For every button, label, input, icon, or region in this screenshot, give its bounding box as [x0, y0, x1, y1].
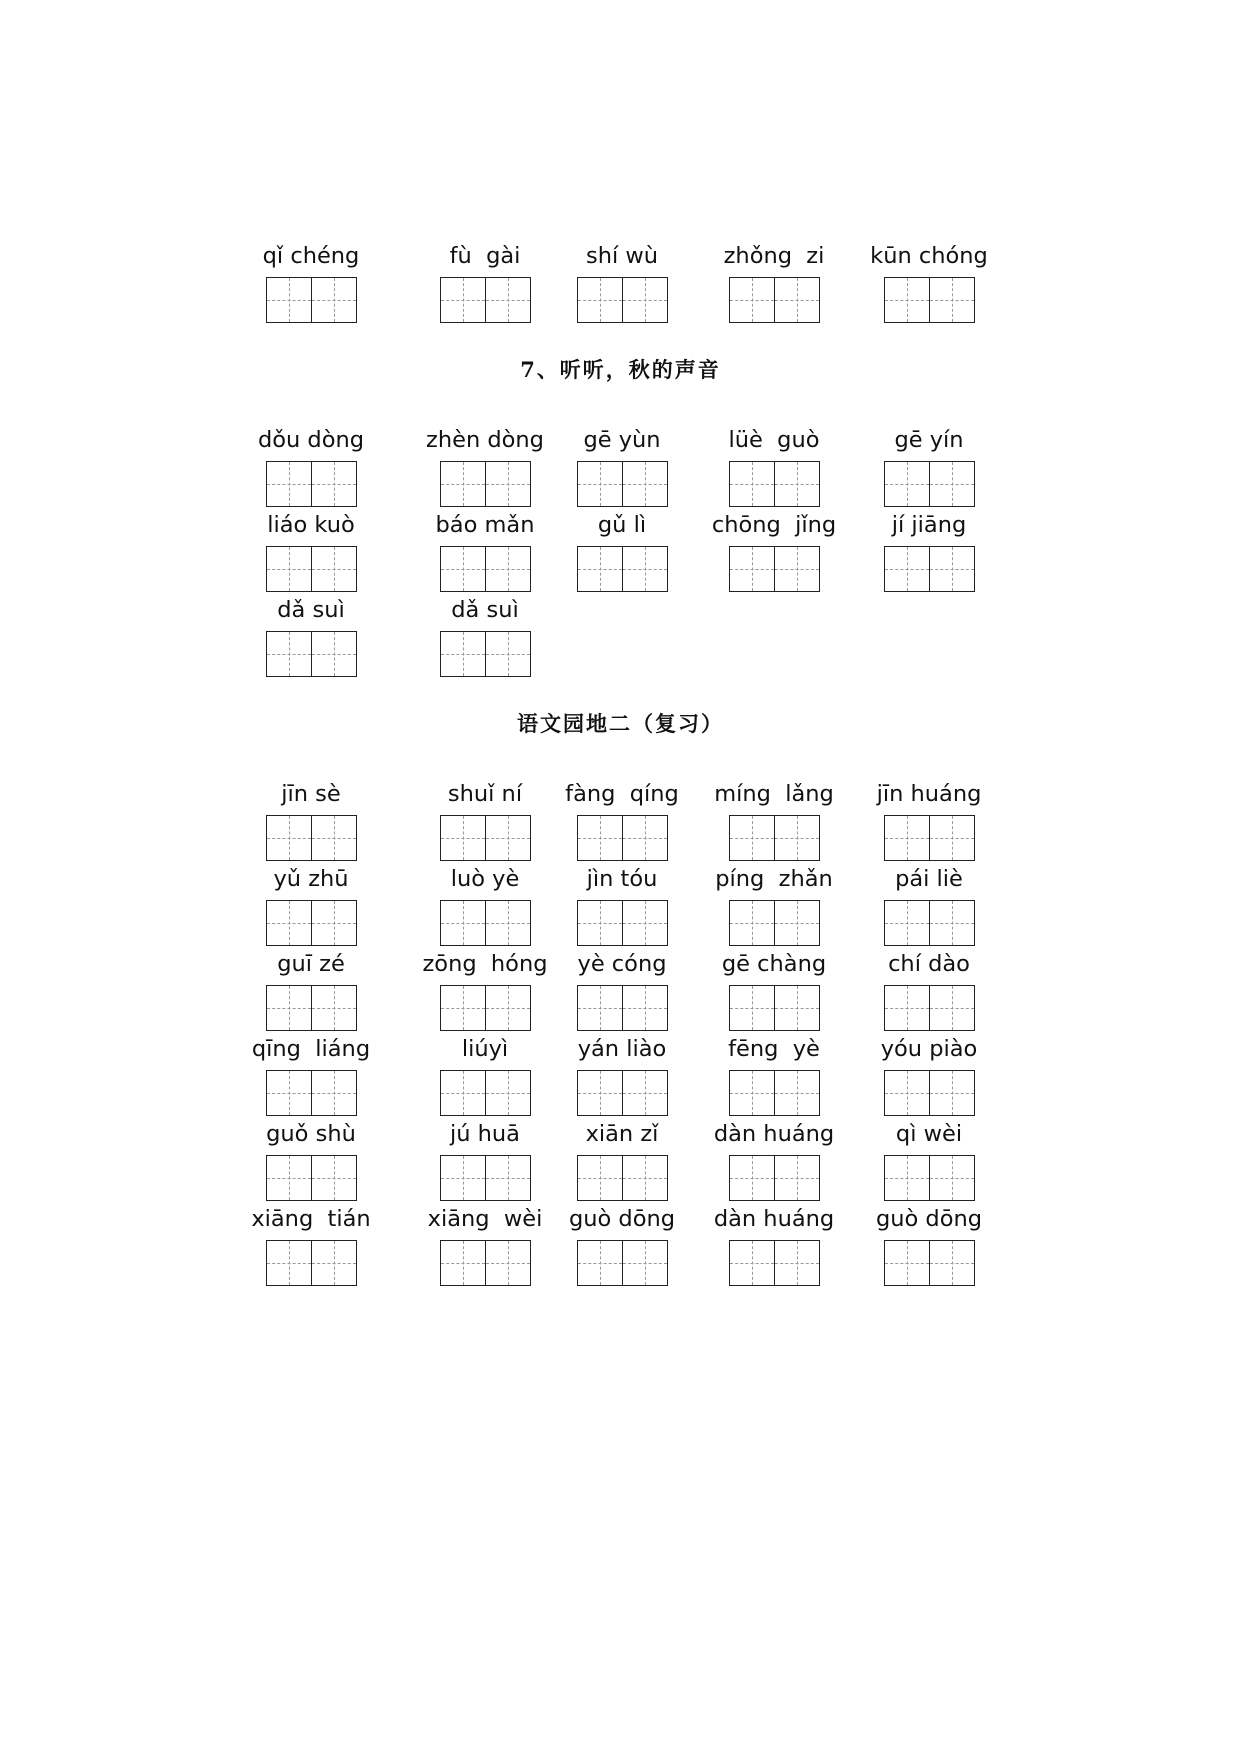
tian-box[interactable] [774, 546, 820, 592]
word-item [251, 1034, 416, 1118]
tian-box[interactable] [485, 985, 531, 1031]
word-item [713, 1204, 879, 1288]
tian-box[interactable] [929, 1070, 975, 1116]
word-item [729, 425, 879, 509]
pinyin-label: fàng qíng [565, 781, 679, 807]
tian-box[interactable] [622, 1070, 668, 1116]
tian-box[interactable] [884, 1070, 930, 1116]
tian-box[interactable] [774, 277, 820, 323]
pinyin-label: dàn huáng [713, 1121, 835, 1147]
tian-box[interactable] [929, 546, 975, 592]
writing-grid [440, 900, 530, 946]
tian-box[interactable] [622, 1155, 668, 1201]
pinyin-label: chí dào [888, 951, 970, 977]
tian-box[interactable] [929, 461, 975, 507]
word-item [266, 779, 416, 863]
writing-grid [729, 815, 819, 861]
tian-box[interactable] [440, 1155, 486, 1201]
word-item [884, 510, 1034, 594]
word-item [711, 510, 879, 594]
tian-box[interactable] [622, 1240, 668, 1286]
word-item [721, 949, 879, 1033]
tian-box[interactable] [577, 985, 623, 1031]
tian-box[interactable] [577, 461, 623, 507]
tian-box[interactable] [774, 1155, 820, 1201]
word-item [577, 1034, 727, 1118]
tian-box[interactable] [774, 1240, 820, 1286]
pinyin-label: dǎ suì [451, 597, 519, 623]
word-item [568, 1204, 727, 1288]
writing-grid [266, 985, 356, 1031]
writing-grid [577, 546, 667, 592]
writing-grid [884, 900, 974, 946]
pinyin-label: fēng yè [728, 1036, 820, 1062]
tian-box[interactable] [485, 1240, 531, 1286]
tian-box[interactable] [485, 631, 531, 677]
word-item [266, 864, 416, 948]
writing-grid [729, 1070, 819, 1116]
tian-box[interactable] [729, 900, 775, 946]
tian-box[interactable] [729, 1070, 775, 1116]
writing-grid [440, 985, 530, 1031]
word-item [884, 949, 1034, 1033]
pinyin-label: xiāng wèi [427, 1206, 543, 1232]
tian-box[interactable] [577, 1070, 623, 1116]
tian-box[interactable] [311, 546, 357, 592]
writing-grid [577, 1240, 667, 1286]
tian-box[interactable] [440, 1240, 486, 1286]
tian-box[interactable] [440, 461, 486, 507]
tian-box[interactable] [929, 1155, 975, 1201]
tian-box[interactable] [884, 985, 930, 1031]
word-item [577, 949, 727, 1033]
writing-grid [577, 815, 667, 861]
pinyin-label: guǒ shù [266, 1121, 356, 1147]
writing-grid [577, 1070, 667, 1116]
tian-box[interactable] [440, 900, 486, 946]
writing-grid [266, 1155, 356, 1201]
tian-box[interactable] [622, 461, 668, 507]
word-item [577, 241, 727, 325]
tian-box[interactable] [577, 546, 623, 592]
tian-box[interactable] [884, 277, 930, 323]
tian-box[interactable] [729, 1240, 775, 1286]
tian-box[interactable] [311, 631, 357, 677]
writing-grid [440, 277, 530, 323]
word-item [257, 425, 416, 509]
tian-box[interactable] [622, 815, 668, 861]
tian-box[interactable] [884, 1240, 930, 1286]
word-item [715, 864, 879, 948]
pinyin-label: gē chàng [721, 951, 827, 977]
tian-box[interactable] [622, 900, 668, 946]
pinyin-label: yǔ zhū [273, 866, 349, 892]
writing-grid [440, 631, 530, 677]
tian-box[interactable] [622, 985, 668, 1031]
writing-grid [884, 985, 974, 1031]
word-item [713, 1119, 879, 1203]
pinyin-label: zhèn dòng [426, 427, 544, 453]
pinyin-label: xiān zǐ [585, 1121, 659, 1147]
tian-box[interactable] [884, 1155, 930, 1201]
tian-box[interactable] [622, 546, 668, 592]
pinyin-label: jí jiāng [891, 512, 967, 538]
pinyin-label: gē yín [894, 427, 964, 453]
writing-grid [577, 900, 667, 946]
tian-box[interactable] [485, 277, 531, 323]
writing-grid [440, 546, 530, 592]
writing-grid [577, 277, 667, 323]
writing-grid [440, 1070, 530, 1116]
word-item [714, 779, 879, 863]
pinyin-label: guò dōng [875, 1206, 983, 1232]
word-item [876, 779, 1034, 863]
pinyin-label: qīng liáng [251, 1036, 371, 1062]
word-item [266, 1119, 416, 1203]
tian-box[interactable] [577, 277, 623, 323]
word-item [266, 510, 416, 594]
pinyin-label: shuǐ ní [447, 781, 523, 807]
pinyin-label: lüè guò [728, 427, 820, 453]
writing-grid [729, 461, 819, 507]
tian-box[interactable] [774, 461, 820, 507]
pinyin-label: pái liè [895, 866, 963, 892]
pinyin-label: kūn chóng [870, 243, 988, 269]
word-item [577, 510, 727, 594]
pinyin-label: liúyì [461, 1036, 509, 1062]
writing-grid [266, 900, 356, 946]
section-title: 7、听听，秋的声音 [520, 357, 721, 382]
writing-grid [577, 1155, 667, 1201]
pinyin-label: jú huā [450, 1121, 520, 1147]
tian-box[interactable] [266, 1240, 312, 1286]
tian-box[interactable] [266, 1155, 312, 1201]
word-item [884, 425, 1034, 509]
writing-grid [266, 1240, 356, 1286]
writing-grid [729, 985, 819, 1031]
writing-grid [440, 461, 530, 507]
tian-box[interactable] [577, 900, 623, 946]
tian-box[interactable] [729, 546, 775, 592]
tian-box[interactable] [266, 631, 312, 677]
tian-box[interactable] [266, 900, 312, 946]
writing-grid [729, 1155, 819, 1201]
tian-box[interactable] [774, 815, 820, 861]
tian-box[interactable] [440, 985, 486, 1031]
word-item [577, 1119, 727, 1203]
pinyin-label: gǔ lì [597, 512, 647, 538]
tian-box[interactable] [311, 1070, 357, 1116]
tian-box[interactable] [440, 815, 486, 861]
writing-grid [440, 1240, 530, 1286]
tian-box[interactable] [729, 461, 775, 507]
tian-box[interactable] [266, 277, 312, 323]
tian-box[interactable] [266, 815, 312, 861]
pinyin-label: gē yùn [583, 427, 661, 453]
tian-box[interactable] [884, 900, 930, 946]
tian-box[interactable] [485, 461, 531, 507]
tian-box[interactable] [929, 1240, 975, 1286]
pinyin-label: jìn tóu [586, 866, 658, 892]
tian-box[interactable] [311, 1240, 357, 1286]
tian-box[interactable] [266, 985, 312, 1031]
pinyin-label: yè cóng [577, 951, 667, 977]
pinyin-label: dǒu dòng [257, 427, 365, 453]
word-item [440, 595, 590, 679]
writing-grid [577, 461, 667, 507]
word-item [565, 779, 727, 863]
writing-grid [884, 1070, 974, 1116]
tian-box[interactable] [729, 985, 775, 1031]
tian-box[interactable] [577, 1240, 623, 1286]
tian-box[interactable] [440, 631, 486, 677]
tian-box[interactable] [929, 815, 975, 861]
tian-box[interactable] [485, 815, 531, 861]
tian-box[interactable] [485, 900, 531, 946]
word-item [729, 1034, 879, 1118]
tian-box[interactable] [729, 815, 775, 861]
pinyin-label: dàn huáng [713, 1206, 835, 1232]
pinyin-label: míng lǎng [714, 781, 834, 807]
pinyin-label: fù gài [449, 243, 521, 269]
tian-box[interactable] [577, 815, 623, 861]
writing-grid [729, 900, 819, 946]
tian-box[interactable] [929, 900, 975, 946]
tian-box[interactable] [311, 815, 357, 861]
tian-box[interactable] [622, 277, 668, 323]
tian-box[interactable] [485, 1155, 531, 1201]
tian-box[interactable] [774, 1070, 820, 1116]
section-title: 语文园地二（复习） [517, 711, 724, 736]
writing-grid [440, 1155, 530, 1201]
tian-box[interactable] [577, 1155, 623, 1201]
tian-box[interactable] [884, 815, 930, 861]
tian-box[interactable] [440, 277, 486, 323]
pinyin-label: zhǒng zi [723, 243, 825, 269]
word-item [884, 1119, 1034, 1203]
word-item [251, 1204, 416, 1288]
tian-box[interactable] [929, 277, 975, 323]
writing-grid [266, 277, 356, 323]
pinyin-label: yóu piào [880, 1036, 978, 1062]
writing-grid [440, 815, 530, 861]
writing-grid [884, 1155, 974, 1201]
writing-grid [266, 631, 356, 677]
tian-box[interactable] [311, 277, 357, 323]
pinyin-label: shí wù [585, 243, 659, 269]
tian-box[interactable] [311, 1155, 357, 1201]
pinyin-label: qǐ chéng [262, 243, 360, 269]
word-item [884, 864, 1034, 948]
writing-grid [884, 461, 974, 507]
pinyin-label: qì wèi [895, 1121, 963, 1147]
writing-grid [266, 546, 356, 592]
pinyin-label: píng zhǎn [715, 866, 833, 892]
pinyin-label: zōng hóng [422, 951, 548, 977]
pinyin-label: guò dōng [568, 1206, 676, 1232]
pinyin-label: chōng jǐng [711, 512, 837, 538]
word-item [880, 1034, 1034, 1118]
word-item [577, 425, 727, 509]
tian-box[interactable] [774, 985, 820, 1031]
writing-grid [729, 277, 819, 323]
pinyin-label: guī zé [277, 951, 345, 977]
tian-box[interactable] [311, 900, 357, 946]
pinyin-label: jīn sè [281, 781, 341, 807]
pinyin-label: liáo kuò [267, 512, 355, 538]
writing-grid [884, 1240, 974, 1286]
pinyin-label: báo mǎn [435, 512, 535, 538]
writing-grid [884, 815, 974, 861]
writing-grid [266, 1070, 356, 1116]
writing-grid [884, 546, 974, 592]
pinyin-label: luò yè [450, 866, 520, 892]
tian-box[interactable] [440, 546, 486, 592]
writing-grid [884, 277, 974, 323]
pinyin-label: xiāng tián [251, 1206, 371, 1232]
tian-box[interactable] [311, 461, 357, 507]
word-item [577, 864, 727, 948]
tian-box[interactable] [929, 985, 975, 1031]
writing-grid [729, 546, 819, 592]
tian-box[interactable] [485, 546, 531, 592]
word-item [723, 241, 879, 325]
word-item [262, 241, 416, 325]
tian-box[interactable] [485, 1070, 531, 1116]
writing-grid [729, 1240, 819, 1286]
word-item [266, 595, 416, 679]
tian-box[interactable] [774, 900, 820, 946]
writing-grid [266, 815, 356, 861]
tian-box[interactable] [729, 1155, 775, 1201]
tian-box[interactable] [266, 546, 312, 592]
tian-box[interactable] [440, 1070, 486, 1116]
tian-box[interactable] [884, 461, 930, 507]
word-item [870, 241, 1034, 325]
tian-box[interactable] [311, 985, 357, 1031]
pinyin-label: yán liào [577, 1036, 667, 1062]
word-item [875, 1204, 1034, 1288]
tian-box[interactable] [266, 1070, 312, 1116]
tian-box[interactable] [266, 461, 312, 507]
tian-box[interactable] [729, 277, 775, 323]
writing-grid [577, 985, 667, 1031]
writing-grid [266, 461, 356, 507]
tian-box[interactable] [884, 546, 930, 592]
pinyin-label: jīn huáng [876, 781, 982, 807]
word-item [266, 949, 416, 1033]
pinyin-label: dǎ suì [277, 597, 345, 623]
